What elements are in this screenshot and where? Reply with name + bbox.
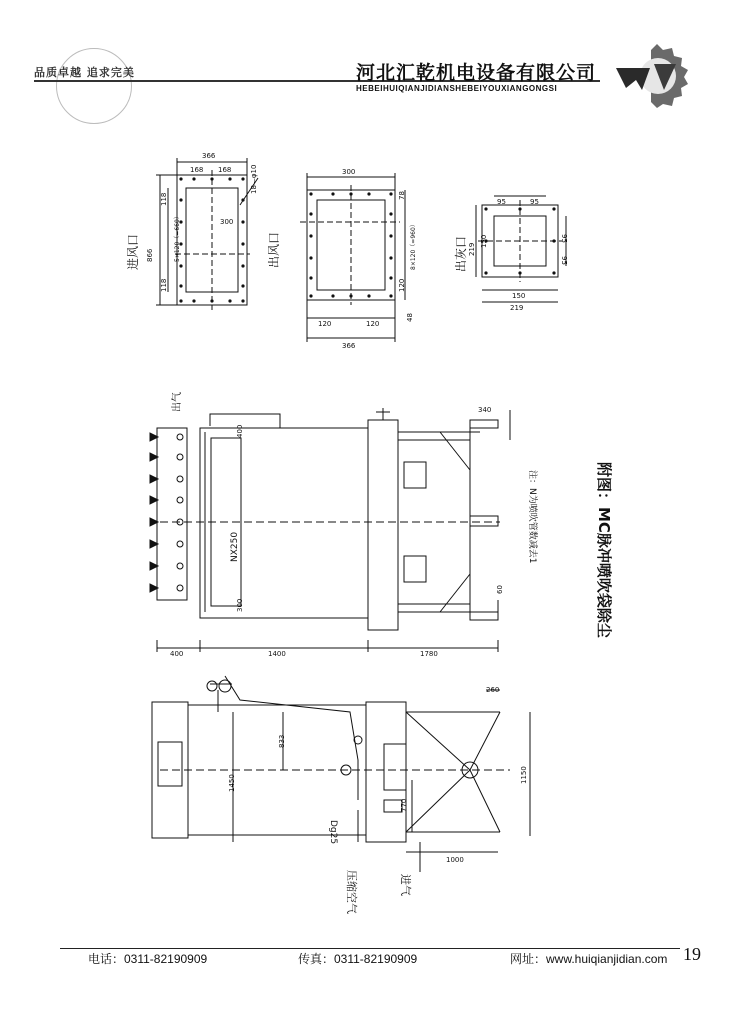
dim-78: 78 — [398, 191, 406, 200]
dim-5x120: 5×120（=660） — [174, 213, 181, 262]
dim-95b: 95 — [530, 198, 539, 206]
dim-366: 366 — [202, 152, 216, 160]
inlet-label: 进风口 — [126, 233, 140, 270]
dim-1780: 1780 — [420, 650, 438, 658]
intake-label: 进气 — [399, 874, 412, 896]
dim-400: 400 — [236, 424, 244, 438]
dim-300c: 300 — [236, 598, 244, 612]
dim-95d: 95 — [560, 256, 568, 265]
dim-833: 833 — [278, 734, 286, 748]
footer-fax: 传真：0311-82190909 — [298, 952, 418, 966]
dim-219a: 219 — [468, 242, 476, 256]
footer-website: 网址：www.huiqianjidian.com — [510, 952, 668, 966]
company-name-en: HEBEIHUIQIANJIDIANSHEBEIYOUXIANGONGSI — [356, 84, 558, 93]
dim-150a: 150 — [480, 234, 488, 248]
dim-1000: 1000 — [446, 856, 464, 864]
dim-60: 60 — [496, 585, 504, 594]
company-name-cn: 河北汇乾机电设备有限公司 — [356, 62, 597, 84]
dim-770: 770 — [400, 798, 408, 812]
dim-168a: 168 — [190, 166, 204, 174]
slogan: 品质卓越 追求完美 — [34, 66, 135, 79]
dim-120c: 120 — [398, 278, 406, 292]
outlet-label: 出风口 — [267, 231, 281, 268]
dim-1400: 1400 — [268, 650, 286, 658]
compressed-air-label: 压缩空气 — [345, 870, 358, 914]
note-label: 注：N为喷吹管数减去1 — [527, 470, 537, 564]
dim-150b: 150 — [512, 292, 526, 300]
dim-1450: 1450 — [228, 774, 236, 792]
dim-48: 48 — [406, 313, 414, 322]
dim-219b: 219 — [510, 304, 524, 312]
footer-phone: 电话：0311-82190909 — [88, 952, 208, 966]
dim-300a: 300 — [220, 218, 234, 226]
dim-95c: 95 — [560, 234, 568, 243]
dim-300b: 300 — [342, 168, 356, 176]
figure-caption: 附图：MC脉冲喷吹袋除尘 — [595, 462, 613, 638]
dim-8x120: 8×120（=960） — [410, 221, 417, 270]
dim-260: 260 — [486, 686, 500, 694]
dim-340: 340 — [478, 406, 492, 414]
ash-outlet-label: 出灰口 — [454, 235, 468, 272]
dim-18-phi10: 18—φ10 — [250, 164, 258, 194]
dim-118b: 118 — [160, 278, 168, 292]
dim-118a: 118 — [160, 192, 168, 206]
dim-400b: 400 — [170, 650, 184, 658]
nx250-label: NX250 — [230, 531, 240, 562]
dim-1150: 1150 — [520, 766, 528, 784]
dim-120a: 120 — [318, 320, 332, 328]
page-number: 19 — [683, 944, 701, 964]
footer-rule — [60, 948, 680, 949]
dg25-label: Dg25 — [328, 820, 338, 845]
dim-866: 866 — [146, 248, 154, 262]
exhaust-label: 出气 — [172, 392, 183, 412]
dim-120b: 120 — [366, 320, 380, 328]
dim-95a: 95 — [497, 198, 506, 206]
dim-366b: 366 — [342, 342, 356, 350]
dim-168b: 168 — [218, 166, 232, 174]
